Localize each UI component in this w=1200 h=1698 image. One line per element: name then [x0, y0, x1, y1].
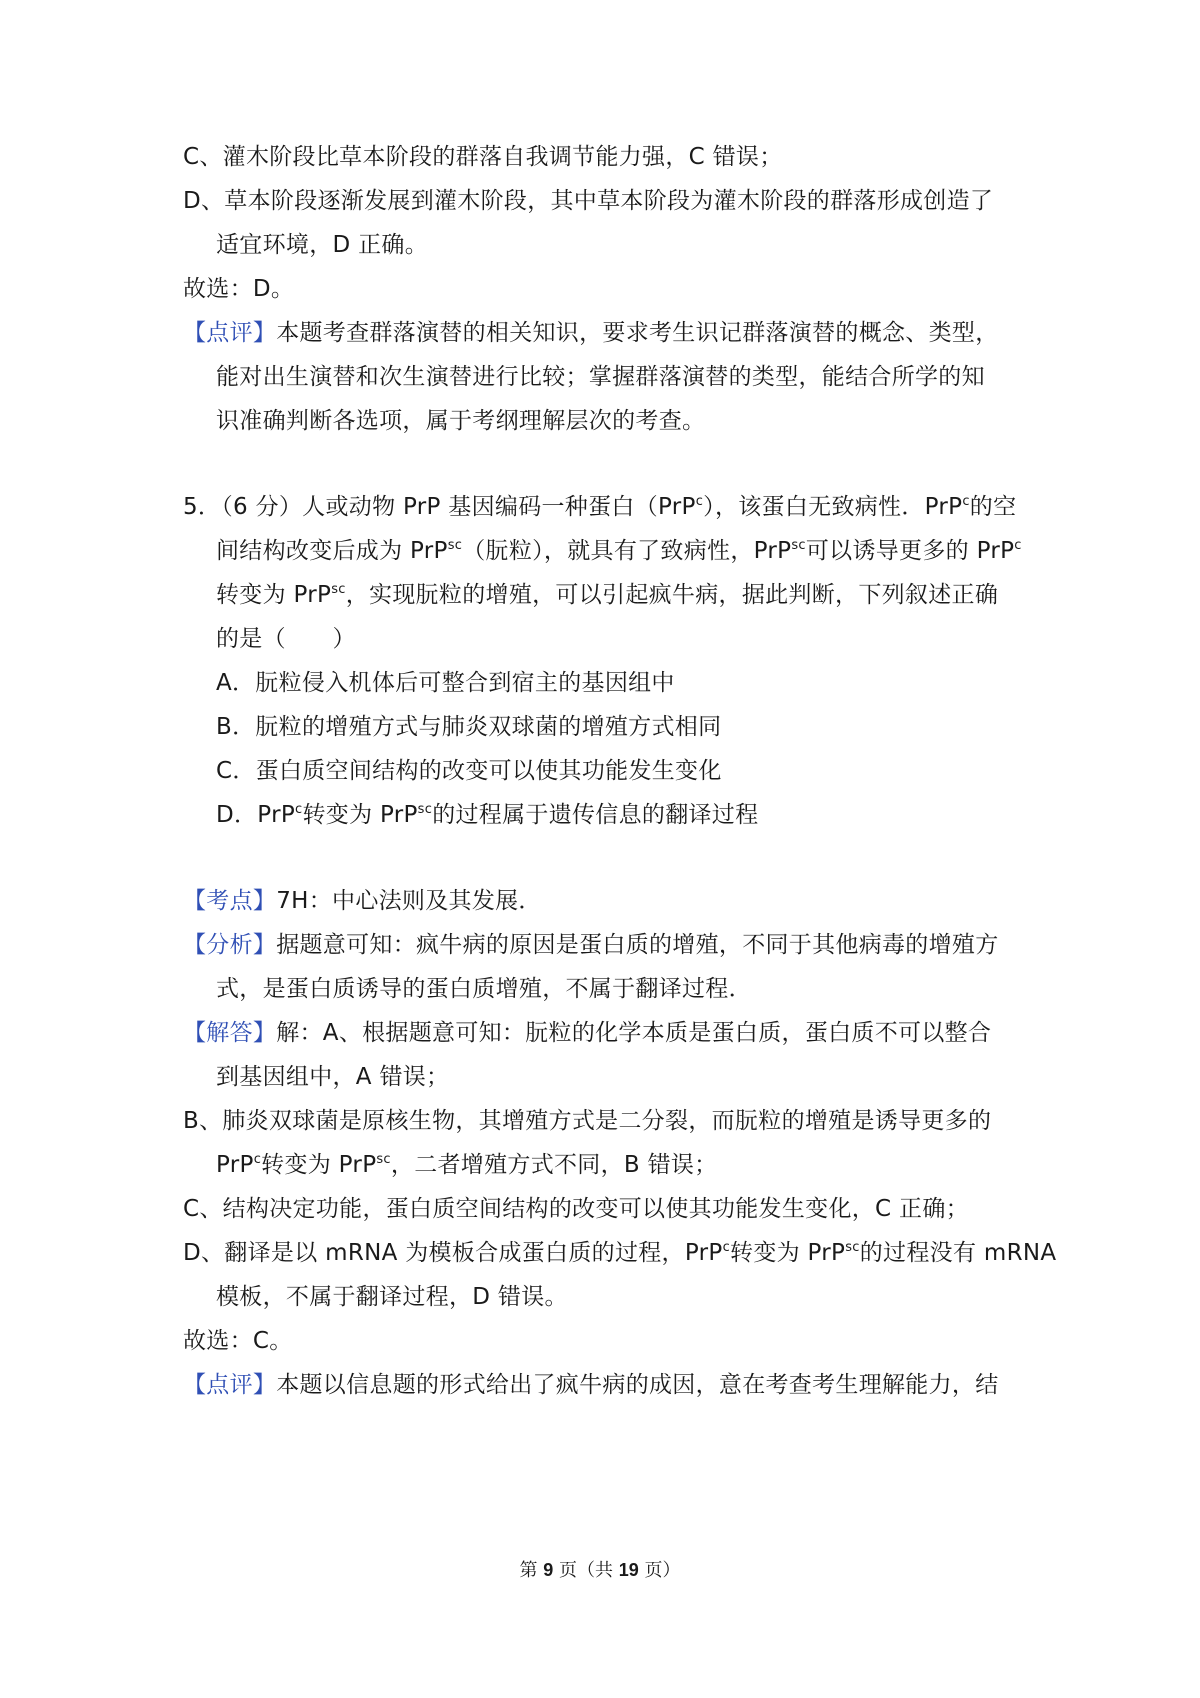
prev-option-d-line1: D、草本阶段逐渐发展到灌木阶段，其中草本阶段为灌木阶段的群落形成创造了 [183, 188, 994, 214]
superscript: c [253, 1152, 262, 1167]
sol-text: 转变为 PrP [261, 1152, 377, 1178]
sol-dianping-line1 [183, 1370, 999, 1400]
footer-text: 页） [638, 1560, 681, 1581]
superscript: c [695, 494, 704, 509]
comment-text: 本题考查群落演替的相关知识，要求考生识记群落演替的概念、类型， [276, 320, 999, 346]
sol-text: 转变为 PrP [730, 1240, 846, 1266]
superscript: sc [331, 582, 346, 597]
prev-comment-line2: 能对出生演替和次生演替进行比较；掌握群落演替的类型，能结合所学的知 [216, 364, 985, 390]
sol-text: D、翻译是以 mRNA 为模板合成蛋白质的过程，PrP [183, 1240, 723, 1266]
page-total: 19 [618, 1560, 639, 1580]
q5-text: 间结构改变后成为 PrP [216, 538, 448, 564]
comment-tag: 【点评】 [183, 320, 277, 346]
prev-option-d-line2: 适宜环境，D 正确。 [216, 232, 429, 258]
fenxi-tag: 【分析】 [183, 932, 277, 958]
superscript: c [1014, 538, 1022, 553]
q5-stem-line2 [216, 536, 1022, 566]
q5-text: 转变为 PrP [216, 582, 332, 608]
superscript: c [295, 802, 303, 817]
q5-stem-line3 [216, 580, 998, 610]
q5-text: D．PrP [216, 802, 296, 828]
sol-jieda-line2: 到基因组中，A 错误； [216, 1064, 450, 1090]
q5-text: 的过程属于遗传信息的翻译过程 [432, 802, 759, 828]
kaodian-text: 7H：中心法则及其发展． [276, 888, 542, 914]
superscript: sc [417, 802, 433, 817]
q5-text: ），该蛋白无致病性．PrP [703, 494, 963, 520]
prev-answer: 故选：D。 [183, 276, 295, 302]
superscript: c [962, 494, 970, 509]
q5-text: 转变为 PrP [302, 802, 418, 828]
dianping-tag: 【点评】 [183, 1372, 277, 1398]
superscript: sc [791, 538, 806, 553]
sol-text: 的过程没有 mRNA [859, 1240, 1057, 1266]
q5-stem-line1 [183, 492, 1016, 522]
superscript: sc [376, 1152, 391, 1167]
sol-kaodian [183, 886, 542, 916]
q5-text: （朊粒），就具有了致病性，PrP [462, 538, 792, 564]
superscript: sc [447, 538, 463, 553]
q5-text: 可以诱导更多的 PrP [805, 538, 1015, 564]
q5-option-a: A．朊粒侵入机体后可整合到宿主的基因组中 [216, 670, 675, 696]
prev-comment-line1 [183, 318, 999, 348]
superscript: sc [845, 1240, 860, 1255]
superscript: c [722, 1240, 731, 1255]
prev-comment-line3: 识准确判断各选项，属于考纲理解层次的考查。 [216, 408, 706, 434]
q5-option-c: C．蛋白质空间结构的改变可以使其功能发生变化 [216, 758, 722, 784]
sol-d-line1 [183, 1238, 1056, 1268]
q5-text: ，实现朊粒的增殖，可以引起疯牛病，据此判断，下列叙述正确 [345, 582, 999, 608]
jieda-tag: 【解答】 [183, 1020, 277, 1046]
dianping-text: 本题以信息题的形式给出了疯牛病的成因，意在考查考生理解能力，结 [276, 1372, 999, 1398]
kaodian-tag: 【考点】 [183, 888, 277, 914]
page-footer [0, 1558, 1200, 1583]
q5-stem-line4: 的是（ ） [216, 626, 356, 652]
q5-text: 的空 [969, 494, 1017, 520]
sol-answer: 故选：C。 [183, 1328, 293, 1354]
sol-fenxi-line1 [183, 930, 999, 960]
fenxi-text: 据题意可知：疯牛病的原因是蛋白质的增殖，不同于其他病毒的增殖方 [276, 932, 999, 958]
sol-c-line: C、结构决定功能，蛋白质空间结构的改变可以使其功能发生变化，C 正确； [183, 1196, 969, 1222]
sol-fenxi-line2: 式，是蛋白质诱导的蛋白质增殖，不属于翻译过程． [216, 976, 752, 1002]
sol-text: PrP [216, 1152, 254, 1178]
page-number: 9 [543, 1560, 554, 1580]
footer-text: 第 [519, 1560, 544, 1581]
sol-d-line2: 模板，不属于翻译过程，D 错误。 [216, 1284, 568, 1310]
sol-b-line1: B、肺炎双球菌是原核生物，其增殖方式是二分裂，而朊粒的增殖是诱导更多的 [183, 1108, 992, 1134]
q5-option-b: B．朊粒的增殖方式与肺炎双球菌的增殖方式相同 [216, 714, 722, 740]
sol-b-line2 [216, 1150, 717, 1180]
q5-text: 5．（6 分）人或动物 PrP 基因编码一种蛋白（PrP [183, 494, 696, 520]
sol-text: ，二者增殖方式不同，B 错误； [390, 1152, 718, 1178]
prev-option-c: C、灌木阶段比草本阶段的群落自我调节能力强，C 错误； [183, 144, 783, 170]
sol-jieda-line1 [183, 1018, 991, 1048]
footer-text: 页（共 [553, 1560, 619, 1581]
jieda-text: 解：A、根据题意可知：朊粒的化学本质是蛋白质，蛋白质不可以整合 [276, 1020, 992, 1046]
q5-option-d [216, 800, 758, 830]
